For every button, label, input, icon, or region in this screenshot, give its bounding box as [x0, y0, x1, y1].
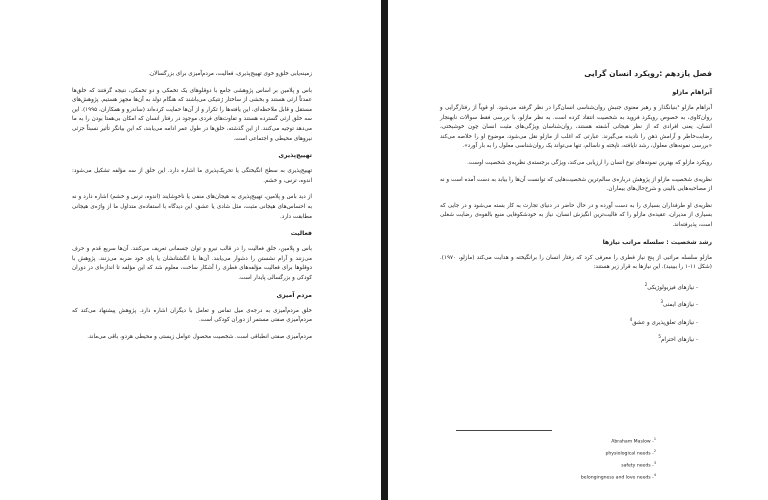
footnote-rule	[456, 430, 552, 431]
footnote	[456, 447, 656, 459]
footnote-ref: 2	[644, 281, 648, 287]
footnote-text: - physiological needs	[605, 451, 654, 457]
footnote-text: - belongingness and love needs	[580, 475, 654, 481]
section-heading-excitability: تهییج‌پذیری	[278, 152, 312, 160]
need-label: - نیازهای احترام	[660, 336, 698, 343]
chapter-title: فصل یازدهم :رویکرد انسان گرایی	[584, 69, 712, 78]
footnotes	[456, 430, 656, 484]
right-page-text	[440, 68, 712, 350]
need-label: - نیازهای تعلق‌پذیری و عشق	[632, 319, 698, 326]
need-item	[440, 280, 712, 293]
left-page-text	[72, 70, 312, 349]
footnote	[456, 471, 656, 483]
body-paragraph: از دید باس و پلامین، تهییج‌پذیری به هیجان‌های منفی یا ناخوشایند (اندوه، ترس و خشم) اشاره دارد و نه به احساس‌های هیجانی مثبت، مثل شادی یا عشق. این دیدگاه با استفاده‌ی متداول ما از واژه‌ی هیجانی مطابقت دارد.	[72, 194, 312, 220]
body-paragraph: تهییج‌پذیری به سطح انگیختگی یا تحریک‌پذیری ما اشاره دارد. این خلق از سه مؤلفه تشکیل می‌شود: اندوه، ترس، و خشم.	[72, 168, 312, 184]
section-heading-sociability: مردم آمیزی	[276, 291, 312, 299]
body-paragraph: خلق مردم‌آمیزی به درجه‌ی میل تماس و تعامل با دیگران اشاره دارد. پژوهش پیشنهاد می‌کند که مردم‌آمیزی صفتی مستمر از دوران کودکی است.	[72, 307, 312, 324]
left-page	[0, 0, 381, 500]
page-gutter	[381, 0, 388, 500]
hierarchy-heading: رشد شخصیت : سلسله مراتب نیازها	[602, 238, 712, 246]
footnote-ref: 5	[658, 334, 661, 340]
footnote-mark: 3	[653, 461, 656, 466]
need-item	[440, 297, 712, 310]
body-paragraph: آبراهام مازلو ¹بنیانگذار و رهبر معنوی جنبش روان‌شناسی انسان‌گرا در نظر گرفته می‌شود. او قویاً از رفتارگرایی و روان‌کاوی، به خصوص رویکرد فروید به شخصیت انتقاد کرده است. به نظر مازلو، با بررسی فقط سوالات نابهنجار انسان، یعنی افرادی که از نظر هیجانی آشفته هستند، روان‌شناسان ویژگی‌های مثبت انسان چون خوشبختی، رضایت‌خاطر و آرامش ذهن را نادیده می‌گیرند. عبارتی که اغلب از مازلو نقل می‌شود، موضوع او را خلاصه می‌کند «بررسی نمونه‌های معلول، رشد نایافته، ناپخته و ناسالم، تنها می‌تواند یک روان‌شناسی معلول را به بار آورد».	[440, 105, 712, 150]
footnote-ref: 3	[660, 299, 664, 305]
right-page	[388, 0, 768, 500]
section-heading-activity: فعالیت	[290, 230, 312, 238]
body-paragraph: نظریه‌ی او طرفداران بسیاری را به دست آورده و در حال حاضر در دنیای تجارت به کار بسته می‌شود و در جایی که بسیاری از مدیران، عقیده‌ی مازلو را که فالیت‌ترین انگیزش انسان، نیاز به خودشکوفایی منبع بالقوه‌ی رضایت شغلی است، پذیرفته‌اند.	[440, 202, 712, 228]
need-label: - نیازهای فیزیولوژیکی	[647, 284, 698, 291]
footnote-ref: 4	[629, 316, 633, 322]
body-paragraph: باس و پلامین بر اساس پژوهشی جامع با دوقلوهای یک تخمکی و دو تخمکی، نتیجه گرفتند که خلق‌ها عمدتاً ارثی هستند و بخشی از ساختار ژنتیکی می‌باشند که هنگام تولد به آن‌ها مجهز هستیم. پژوهش‌های مستقل و قابل ملاحظه‌ای، این یافته‌ها را تکرار و از آن‌ها حمایت کرده‌اند (ساندرو و همکاران، ۱۹۹۵). این سه خلق ارثی گسترده هستند و تفاوت‌های فردی موجود در رفتار انسان که امکان بی‌همتا بودن را به ما می‌دهد توجیه می‌کنند. از این گذشته، خلق‌ها در طول عمر ادامه می‌یابند، که این بیانگر تأثیر نسبتاً جزئی نیروهای محیطی و اجتماعی است.	[72, 87, 312, 142]
need-item	[440, 332, 712, 345]
need-item	[440, 315, 712, 328]
need-label: - نیازهای ایمنی	[663, 302, 698, 309]
body-paragraph: نظریه‌ی شخصیت مازلو از پژوهش درباره‌ی سالم‌ترین شخصیت‌هایی که توانست آن‌ها را بیابد به دست آمده است و نه از مصاحبه‌هایی بالینی و شرح‌حال‌های بیماران.	[440, 176, 712, 193]
body-paragraph: مردم‌آمیزی صفتی انطباقی است. شخصیت محصول عوامل زیستی و محیطی هردو، باقی می‌ماند.	[87, 333, 312, 340]
footnote-mark: 2	[653, 449, 656, 454]
hierarchy-intro: مازلو سلسله مراتبی از پنج نیاز فطری را معرفی کرد که رفتار انسان را برانگیخته و هدایت می‌کند (مازلو، ۱۹۷۰). (شکل ۱۱-۱ را ببینید). این نیازها به قرار زیر هستند:	[440, 254, 712, 271]
footnote	[456, 435, 656, 447]
footnote-mark: 1	[653, 437, 656, 441]
footnote-text: - Abraham Maslow	[611, 439, 654, 445]
footnote-text: - safety needs	[621, 463, 654, 469]
author-heading: آبراهام مازلو	[672, 89, 712, 96]
body-paragraph: زمینه‌یابی خلق‌و خوی تهییج‌پذیری، فعالیت، مردم‌آمیزی برای بزرگسالان.	[148, 71, 312, 77]
footnote	[456, 459, 656, 471]
body-paragraph: رویکرد مازلو که بهترین نمونه‌های نوع انسان را ارزیابی می‌کند، ویژگی برجسته‌ی نظریه‌ی شخصیت اوست.	[467, 159, 712, 166]
footnote-mark: 4	[653, 473, 656, 478]
body-paragraph: باس و پلامین، خلق فعالیت را در قالب نیرو و توان جسمانی تعریف می‌کنند. آن‌ها سریع قدم و حرف می‌زنند و آرام نشستن را دشوار می‌یابند. آن‌ها با انگشتانشان یا پای خود ضربه می‌زنند. پژوهش با دوقلوها برای فعالیت مؤلفه‌های فطری را آشکار ساخت، معلوم شد که این مؤلفه تا اندازه‌ای در دوران کودکی و بزرگسالی پایدار است.	[72, 246, 312, 281]
